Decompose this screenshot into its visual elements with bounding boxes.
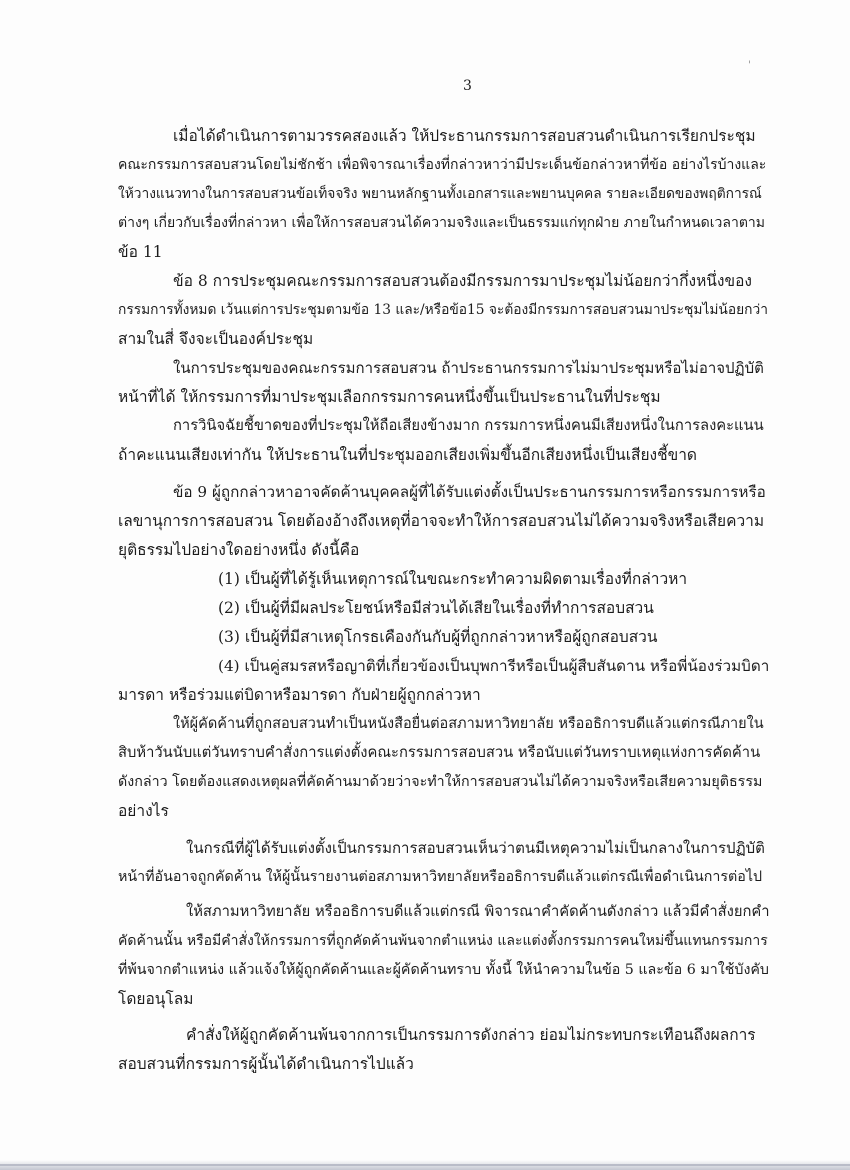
paragraph-line: ถ้าคะแนนเสียงเท่ากัน ให้ประธานในที่ประชุมออกเสียงเพิ่มขึ้นอีกเสียงหนึ่งเป็นเสียงชี้ขาด: [118, 446, 697, 464]
paragraph-line: สอบสวนที่กรรมการผู้นั้นได้ดำเนินการไปแล้ว: [118, 1055, 414, 1073]
paragraph-line: สิบห้าวันนับแต่วันทราบคำสั่งการแต่งตั้งคณะกรรมการสอบสวน หรือนับแต่วันทราบเหตุแห่งการคัดค้าน: [118, 744, 761, 761]
paragraph-line: การวินิจฉัยชี้ขาดของที่ประชุมให้ถือเสียงข้างมาก กรรมการหนึ่งคนมีเสียงหนึ่งในการลงคะแนน: [173, 417, 764, 434]
paragraph-line: ในกรณีที่ผู้ได้รับแต่งตั้งเป็นกรรมการสอบสวนเห็นว่าตนมีเหตุความไม่เป็นกลางในการปฏิบัติ: [186, 839, 765, 857]
paragraph-line: อย่างไร: [118, 802, 169, 820]
paragraph-line: คัดค้านนั้น หรือมีคำสั่งให้กรรมการที่ถูกคัดค้านพ้นจากตำแหน่ง และแต่งตั้งกรรมการคนใหม่ขึ้นแทนกรรมการ: [118, 933, 768, 949]
paragraph-line: กรรมการทั้งหมด เว้นแต่การประชุมตามข้อ 13 และ/หรือข้อ15 จะต้องมีกรรมการสอบสวนมาประชุมไม่น้อยกว่า: [118, 302, 768, 318]
paragraph-line: มารดา หรือร่วมแต่บิดาหรือมารดา กับฝ่ายผู้ถูกกล่าวหา: [118, 686, 481, 704]
list-item: (4) เป็นคู่สมรสหรือญาติที่เกี่ยวข้องเป็นบุพการีหรือเป็นผู้สืบสันดาน หรือพี่น้องร่วมบิดา: [218, 657, 770, 675]
paragraph-line: ให้วางแนวทางในการสอบสวนข้อเท็จจริง พยานหลักฐานทั้งเอกสารและพยานบุคคล รายละเอียดของพฤติการณ์: [118, 186, 762, 202]
list-item: (2) เป็นผู้ที่มีผลประโยชน์หรือมีส่วนได้เสียในเรื่องที่ทำการสอบสวน: [218, 599, 654, 617]
paragraph-line: ดังกล่าว โดยต้องแสดงเหตุผลที่คัดค้านมาด้วยว่าจะทำให้การสอบสวนไม่ได้ความจริงหรือเสียความยุติธรรม: [118, 774, 763, 790]
page-number: 3: [463, 78, 472, 94]
scan-mark: ': [748, 60, 751, 71]
list-item: (1) เป็นผู้ที่ได้รู้เห็นเหตุการณ์ในขณะกระทำความผิดตามเรื่องที่กล่าวหา: [218, 570, 688, 588]
paragraph-line: เลขานุการการสอบสวน โดยต้องอ้างถึงเหตุที่อาจจะทำให้การสอบสวนไม่ได้ความจริงหรือเสียความ: [118, 512, 765, 530]
paragraph-line: หน้าที่ได้ ให้กรรมการที่มาประชุมเลือกกรรมการคนหนึ่งขึ้นเป็นประธานในที่ประชุม: [118, 388, 661, 406]
list-item: (3) เป็นผู้ที่มีสาเหตุโกรธเคืองกันกับผู้ที่ถูกกล่าวหาหรือผู้ถูกสอบสวน: [218, 628, 658, 646]
paragraph-line: ต่างๆ เกี่ยวกับเรื่องที่กล่าวหา เพื่อให้การสอบสวนได้ความจริงและเป็นธรรมแก่ทุกฝ่าย ภายในกำหนดเวลาตาม: [118, 215, 766, 231]
paragraph-line: ที่พ้นจากตำแหน่ง แล้วแจ้งให้ผู้ถูกคัดค้านและผู้คัดค้านทราบ ทั้งนี้ ให้นำความในข้อ 5 และข้อ 6 มาใช้บังคับ: [118, 962, 769, 978]
paragraph-line: คณะกรรมการสอบสวนโดยไม่ชักช้า เพื่อพิจารณาเรื่องที่กล่าวหาว่ามีประเด็นข้อกล่าวหาที่ข้อ อย่างไรบ้างและ: [118, 157, 767, 173]
paragraph-line: ในการประชุมของคณะกรรมการสอบสวน ถ้าประธานกรรมการไม่มาประชุมหรือไม่อาจปฏิบัติ: [173, 359, 764, 377]
paragraph-line: ข้อ 11: [118, 243, 163, 261]
paragraph-line: หน้าที่อันอาจถูกคัดค้าน ให้ผู้นั้นรายงานต่อสภามหาวิทยาลัยหรืออธิการบดีแล้วแต่กรณีเพื่อดำเนินการต่อไป: [118, 869, 763, 885]
paragraph-line: ข้อ 8 การประชุมคณะกรรมการสอบสวนต้องมีกรรมการมาประชุมไม่น้อยกว่ากึ่งหนึ่งของ: [173, 272, 752, 290]
paragraph-line: ข้อ 9 ผู้ถูกกล่าวหาอาจคัดค้านบุคคลผู้ที่ได้รับแต่งตั้งเป็นประธานกรรมการหรือกรรมการหรือ: [173, 483, 766, 501]
paragraph-line: ให้ผู้คัดค้านที่ถูกสอบสวนทำเป็นหนังสือยื่นต่อสภามหาวิทยาลัย หรืออธิการบดีแล้วแต่กรณีภายใน: [173, 716, 764, 732]
paragraph-line: ให้สภามหาวิทยาลัย หรืออธิการบดีแล้วแต่กรณี พิจารณาคำคัดค้านดังกล่าว แล้วมีคำสั่งยกคำ: [186, 903, 770, 920]
paragraph-line: คำสั่งให้ผู้ถูกคัดค้านพ้นจากการเป็นกรรมการดังกล่าว ย่อมไม่กระทบกระเทือนถึงผลการ: [186, 1026, 756, 1044]
paragraph-line: ยุติธรรมไปอย่างใดอย่างหนึ่ง ดังนี้คือ: [118, 541, 360, 559]
paragraph-line: สามในสี่ จึงจะเป็นองค์ประชุม: [118, 330, 314, 348]
paragraph-line: โดยอนุโลม: [118, 990, 194, 1008]
scan-edge: [0, 1164, 850, 1166]
paragraph-line: เมื่อได้ดำเนินการตามวรรคสองแล้ว ให้ประธานกรรมการสอบสวนดำเนินการเรียกประชุม: [173, 127, 756, 145]
